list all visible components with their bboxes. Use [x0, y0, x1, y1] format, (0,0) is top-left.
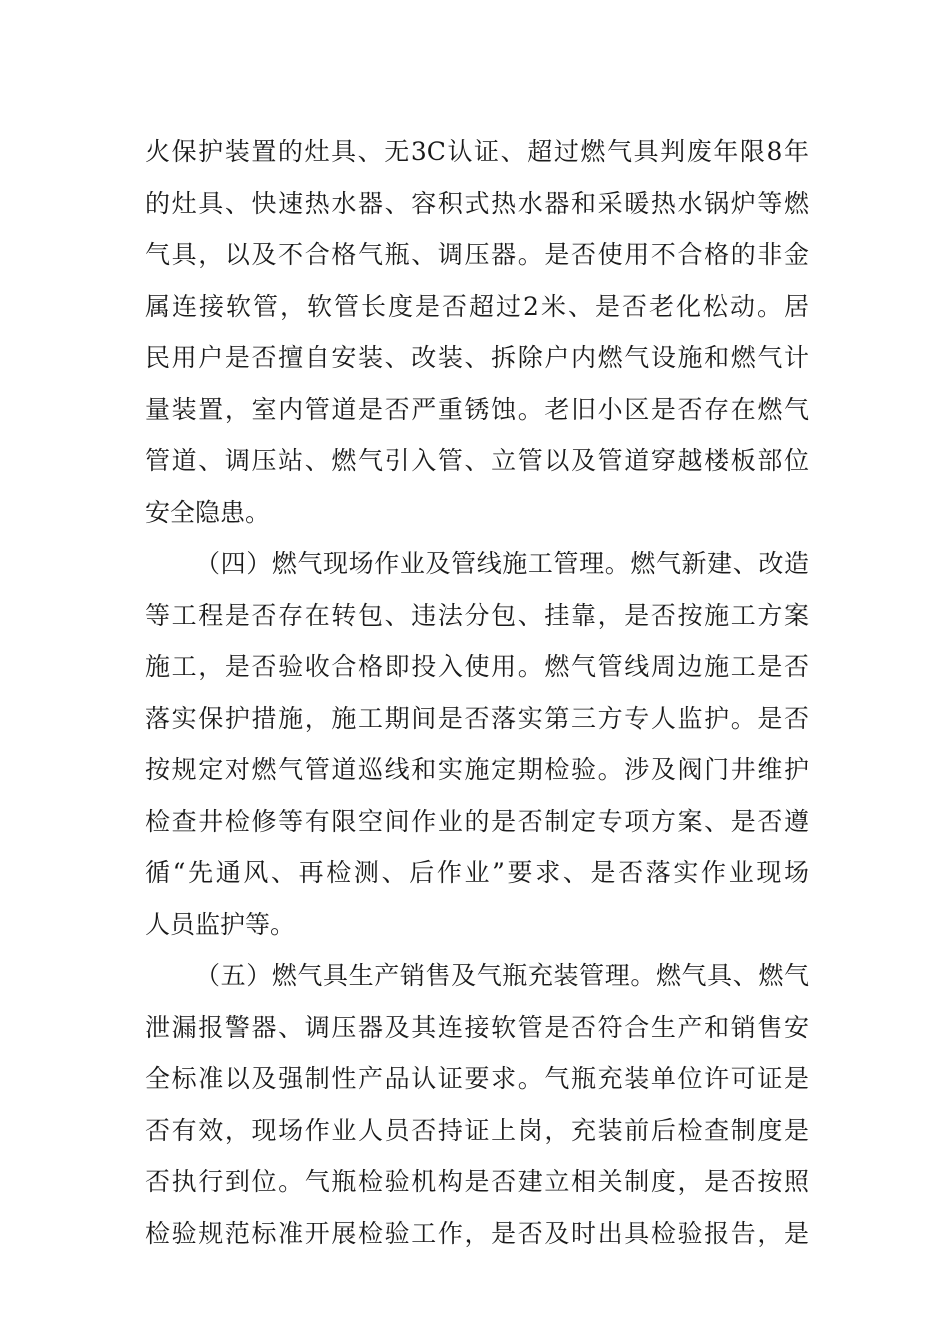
text-line: 否有效，现场作业人员否持证上岗，充装前后检查制度是 [145, 1115, 809, 1145]
text-line: 检验规范标准开展检验工作，是否及时出具检验报告，是 [145, 1218, 809, 1248]
section-heading-line: （四）燃气现场作业及管线施工管理。燃气新建、改造 [195, 549, 809, 578]
text-line: 落实保护措施，施工期间是否落实第三方专人监护。是否 [145, 703, 809, 733]
text-line: 施工，是否验收合格即投入使用。燃气管线周边施工是否 [145, 652, 809, 681]
text-line: 属连接软管，软管长度是否超过2米、是否老化松动。居 [145, 291, 809, 321]
paragraph-construction-management [145, 538, 809, 950]
text-line: 检查井检修等有限空间作业的是否制定专项方案、是否遵 [145, 806, 809, 836]
text-line: 泄漏报警器、调压器及其连接软管是否符合生产和销售安 [145, 1012, 809, 1042]
text-line: 人员监护等。 [145, 909, 296, 939]
text-line: 民用户是否擅自安装、改装、拆除户内燃气设施和燃气计 [145, 343, 809, 372]
text-line: 的灶具、快速热水器、容积式热水器和采暖热水锅炉等燃 [145, 188, 809, 218]
section-heading-line: （五）燃气具生产销售及气瓶充装管理。燃气具、燃气 [195, 961, 809, 990]
text-line: 量装置，室内管道是否严重锈蚀。老旧小区是否存在燃气 [145, 394, 809, 424]
text-line: 管道、调压站、燃气引入管、立管以及管道穿越楼板部位 [145, 446, 809, 475]
text-line: 安全隐患。 [145, 497, 271, 527]
text-line: 按规定对燃气管道巡线和实施定期检验。涉及阀门井维护 [145, 755, 809, 784]
text-line: 火保护装置的灶具、无3C认证、超过燃气具判废年限8年 [145, 137, 809, 166]
text-line: 等工程是否存在转包、违法分包、挂靠，是否按施工方案 [145, 600, 809, 630]
document-body [145, 126, 809, 1259]
paragraph-continuation [145, 126, 809, 538]
text-line: 全标准以及强制性产品认证要求。气瓶充装单位许可证是 [145, 1064, 809, 1093]
text-line: 气具，以及不合格气瓶、调压器。是否使用不合格的非金 [145, 240, 809, 269]
text-line: 循“先通风、再检测、后作业”要求、是否落实作业现场 [145, 858, 809, 887]
text-line: 否执行到位。气瓶检验机构是否建立相关制度，是否按照 [145, 1167, 809, 1196]
paragraph-appliance-management [145, 950, 809, 1259]
